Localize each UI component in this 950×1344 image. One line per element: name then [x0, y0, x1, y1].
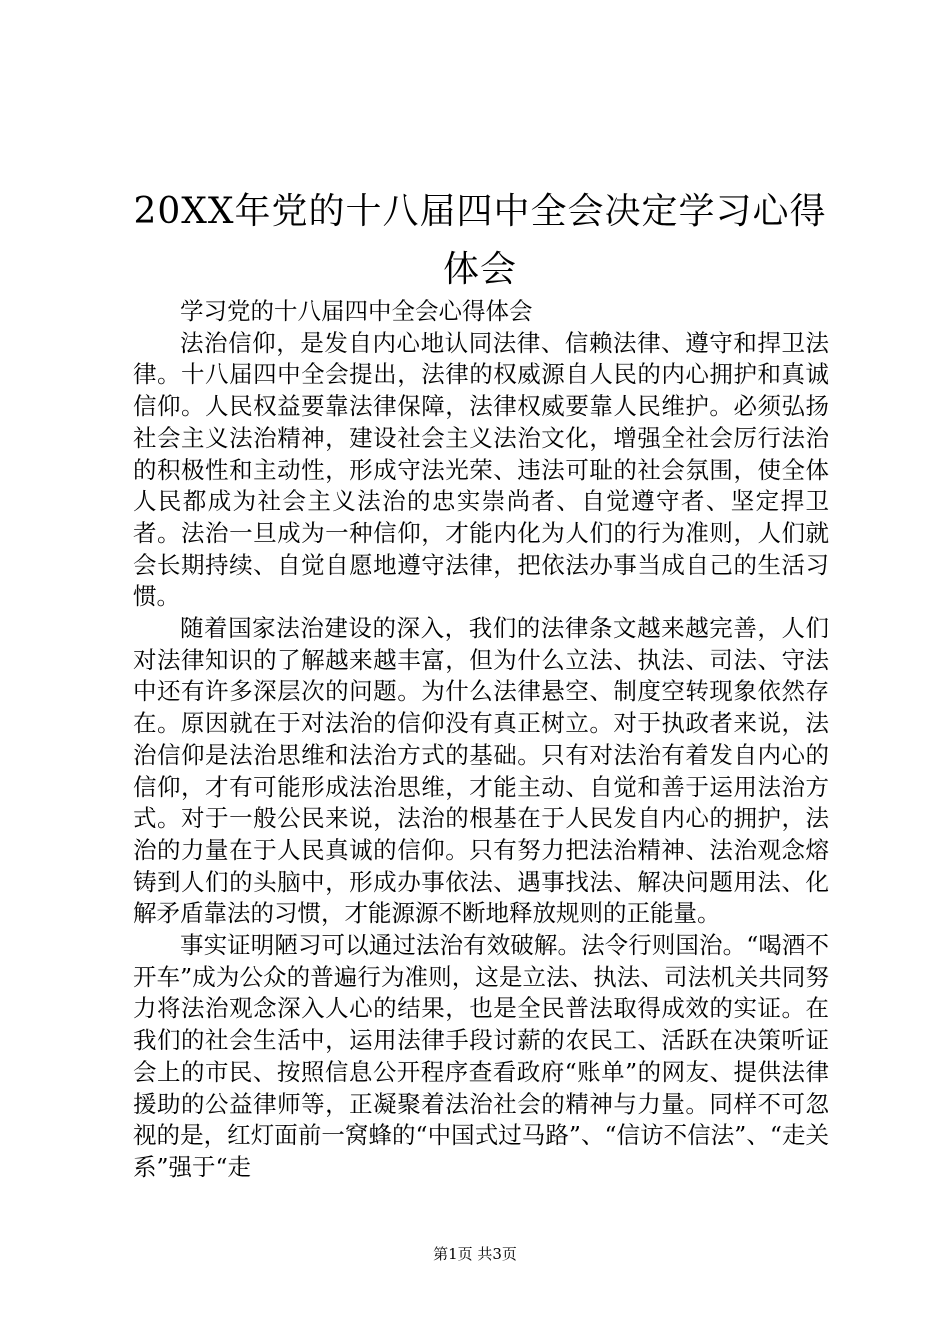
- paragraph: 事实证明陋习可以通过法治有效破解。法令行则国治。“喝酒不开车”成为公众的普遍行为准则，这是立法、执法、司法机关共同努力将法治观念深入人心的结果，也是全民普法取得成效的实证。在我们的社会生活中，运用法律手段讨薪的农民工、活跃在决策听证会上的市民、按照信息公开程序查看政府“账单”的网友、提供法律援助的公益律师等，正凝聚着法治社会的精神与力量。同样不可忽视的是，红灯面前一窝蜂的“中国式过马路”、“信访不信法”、“走关系”强于“走: [133, 931, 829, 1181]
- page-footer: 第1页 共3页: [433, 1245, 517, 1263]
- paragraph: 随着国家法治建设的深入，我们的法律条文越来越完善，人们对法律知识的了解越来越丰富，但为什么立法、执法、司法、守法中还有许多深层次的问题。为什么法律悬空、制度空转现象依然存在。原因就在于对法治的信仰没有真正树立。对于执政者来说，法治信仰是法治思维和法治方式的基础。只有对法治有着发自内心的信仰，才有可能形成法治思维，才能主动、自觉和善于运用法治方式。对于一般公民来说，法治的根基在于人民发自内心的拥护，法治的力量在于人民真诚的信仰。只有努力把法治精神、法治观念熔铸到人们的头脑中，形成办事依法、遇事找法、解决问题用法、化解矛盾靠法的习惯，才能源源不断地释放规则的正能量。: [133, 614, 829, 928]
- document-subtitle: 学习党的十八届四中全会心得体会: [180, 297, 533, 325]
- document-body: [133, 296, 829, 1184]
- document-title: 20XX年党的十八届四中全会决定学习心得体会: [133, 191, 827, 290]
- paragraph: 法治信仰，是发自内心地认同法律、信赖法律、遵守和捍卫法律。十八届四中全会提出，法律的权威源自人民的内心拥护和真诚信仰。人民权益要靠法律保障，法律权威要靠人民维护。必须弘扬社会主义法治精神，建设社会主义法治文化，增强全社会厉行法治的积极性和主动性，形成守法光荣、违法可耻的社会氛围，使全体人民都成为社会主义法治的忠实崇尚者、自觉遵守者、坚定捍卫者。法治一旦成为一种信仰，才能内化为人们的行为准则，人们就会长期持续、自觉自愿地遵守法律，把依法办事当成自己的生活习惯。: [133, 328, 829, 611]
